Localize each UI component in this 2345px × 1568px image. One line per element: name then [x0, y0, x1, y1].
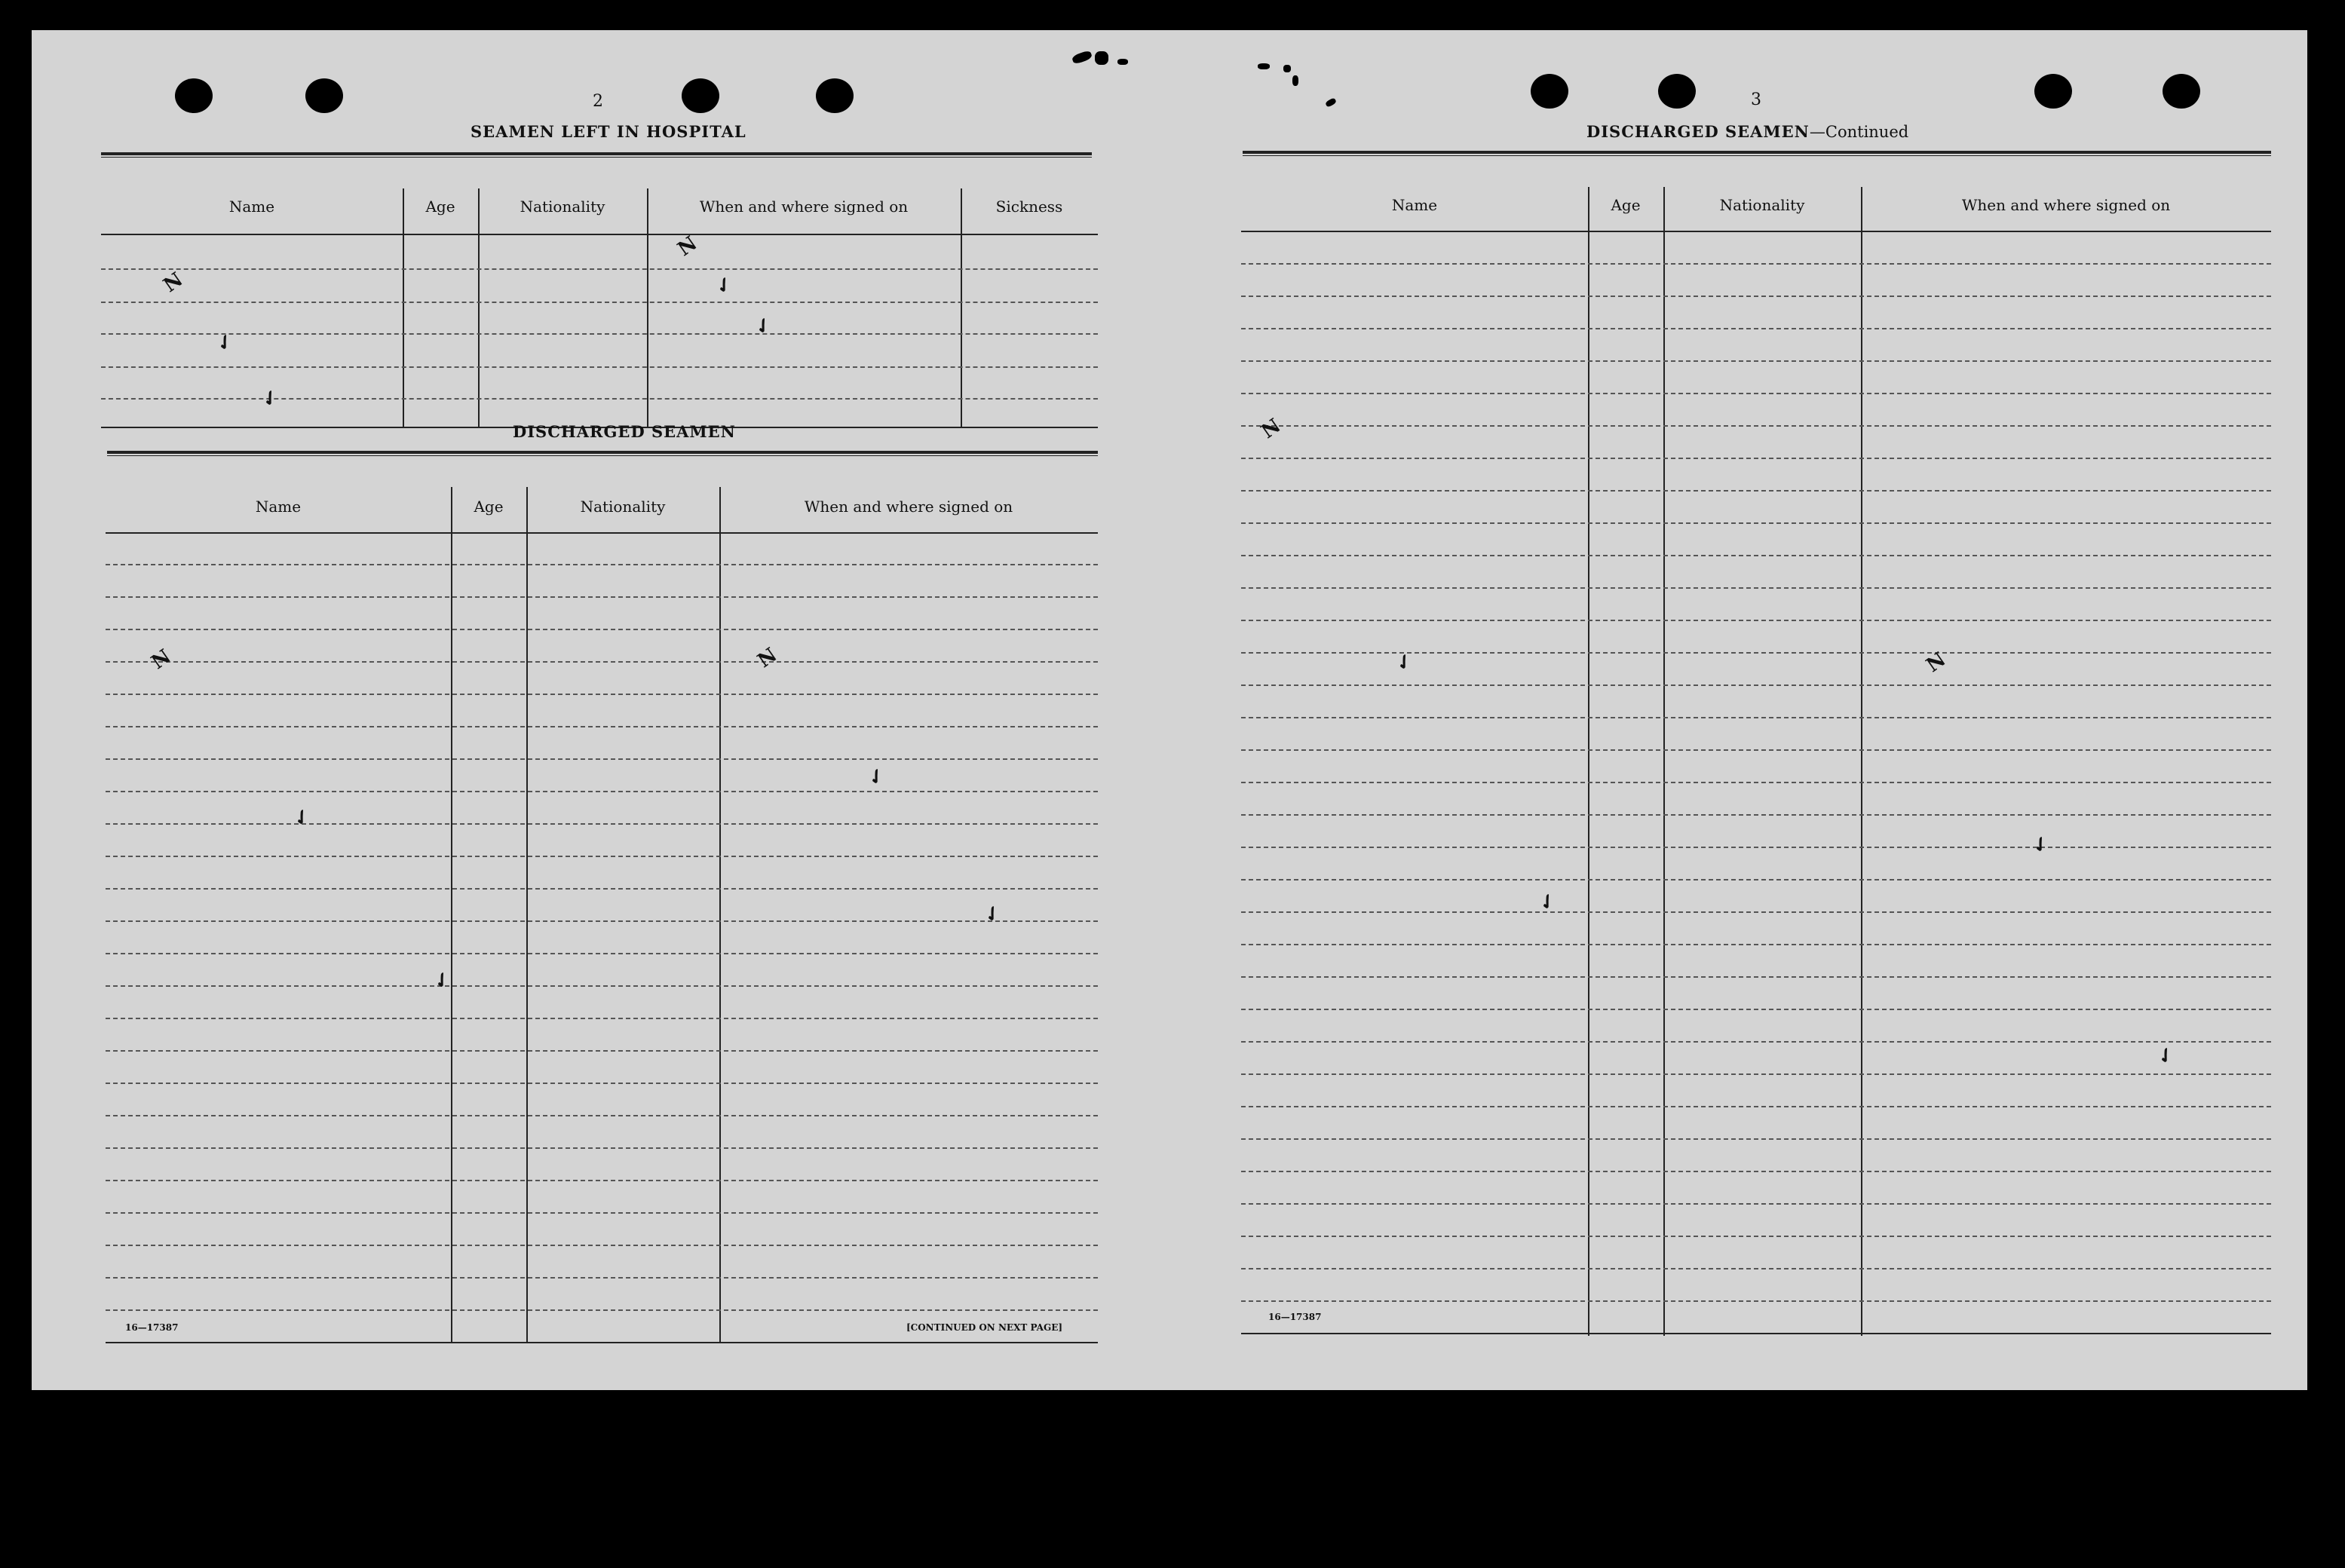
column-divider — [478, 188, 480, 428]
column-divider — [961, 188, 962, 428]
ruled-row — [1241, 620, 2271, 621]
ruled-row — [106, 1309, 1098, 1311]
ruled-row — [106, 629, 1098, 630]
ruled-row — [106, 758, 1098, 760]
ledger-sheet — [32, 30, 2307, 1390]
column-header-sickness: Sickness — [995, 198, 1063, 216]
ruled-row — [106, 1083, 1098, 1084]
discharged-section-title: DISCHARGED SEAMEN — [513, 422, 736, 441]
column-divider — [403, 188, 404, 428]
ruled-row — [1241, 1203, 2271, 1205]
ruled-row — [1241, 1106, 2271, 1107]
column-divider — [1861, 187, 1862, 1336]
ruled-row — [1241, 296, 2271, 297]
column-divider — [451, 487, 452, 1343]
form-number-left: 16—17387 — [125, 1322, 179, 1333]
ruled-row — [1241, 1171, 2271, 1172]
table-bottom-rule — [106, 1342, 1098, 1343]
ruled-row — [106, 1147, 1098, 1149]
ruled-row — [101, 302, 1098, 303]
column-divider — [526, 487, 528, 1343]
discharged-continued-title-rule — [1243, 151, 2271, 156]
column-divider — [1588, 187, 1589, 1336]
form-number-right: 16—17387 — [1268, 1312, 1322, 1322]
punch-hole — [175, 78, 213, 113]
ruled-row — [106, 985, 1098, 987]
check-mark: ✓ — [1391, 648, 1418, 677]
table-bottom-rule — [1241, 1333, 2271, 1334]
ruled-row — [1241, 263, 2271, 265]
ruled-row — [106, 694, 1098, 695]
ruled-row — [106, 1277, 1098, 1279]
ink-blot — [1292, 75, 1298, 86]
ruled-row — [1241, 717, 2271, 718]
punch-hole — [2034, 74, 2072, 109]
ruled-row — [101, 366, 1098, 368]
discharged-table-right — [1241, 157, 2271, 1336]
ruled-row — [1241, 328, 2271, 329]
punch-hole — [1531, 74, 1568, 109]
ruled-row — [1241, 1073, 2271, 1075]
ruled-row — [1241, 587, 2271, 589]
check-mark: ✓ — [2028, 831, 2055, 859]
ruled-row — [106, 920, 1098, 922]
ruled-row — [106, 726, 1098, 727]
header-underline — [106, 532, 1098, 534]
check-mark: ✓ — [711, 271, 738, 300]
check-mark: ✓ — [750, 312, 777, 341]
column-header-nationality: Nationality — [520, 198, 605, 216]
punch-hole — [305, 78, 343, 113]
n-mark: N — [673, 231, 702, 262]
ruled-row — [106, 791, 1098, 792]
ink-blot — [1117, 59, 1128, 65]
punch-hole — [816, 78, 854, 113]
ink-blot — [1258, 63, 1270, 69]
ruled-row — [106, 1115, 1098, 1116]
section-title-main: DISCHARGED SEAMEN — [1586, 122, 1810, 141]
ruled-row — [106, 1050, 1098, 1052]
check-mark: ✓ — [257, 384, 284, 413]
ruled-row — [1241, 1009, 2271, 1010]
hospital-table — [101, 158, 1098, 428]
n-mark: N — [159, 268, 188, 298]
ruled-row — [106, 596, 1098, 598]
header-underline — [1241, 231, 2271, 232]
ruled-row — [1241, 782, 2271, 783]
ruled-row — [106, 1212, 1098, 1214]
ruled-row — [1241, 976, 2271, 978]
ruled-row — [1241, 944, 2271, 945]
ruled-row — [1241, 652, 2271, 654]
continued-note: [CONTINUED ON NEXT PAGE] — [906, 1322, 1063, 1333]
ruled-row — [1241, 847, 2271, 848]
column-header-name: Name — [228, 198, 275, 216]
discharged-title-rule — [107, 451, 1098, 456]
check-mark: ✓ — [1534, 888, 1562, 917]
n-mark: N — [147, 645, 176, 675]
check-mark: ✓ — [979, 900, 1007, 929]
ink-blot — [1283, 65, 1291, 72]
n-mark: N — [1257, 414, 1286, 444]
check-mark: ✓ — [212, 329, 239, 357]
ink-blot — [1325, 97, 1337, 108]
ruled-row — [101, 268, 1098, 270]
ruled-row — [1241, 458, 2271, 459]
ruled-row — [1241, 1236, 2271, 1237]
ruled-row — [106, 888, 1098, 890]
ruled-row — [1241, 1138, 2271, 1140]
column-header-signed-on: When and where signed on — [1961, 196, 2171, 214]
column-header-signed-on: When and where signed on — [804, 498, 1013, 516]
ink-blot — [1071, 50, 1093, 65]
ruled-row — [101, 333, 1098, 335]
check-mark: ✓ — [429, 966, 456, 995]
ruled-row — [1241, 1268, 2271, 1269]
column-header-signed-on: When and where signed on — [699, 198, 909, 216]
page-number-right: 3 — [1751, 90, 1761, 109]
column-header-nationality: Nationality — [580, 498, 666, 516]
ruled-row — [106, 856, 1098, 857]
check-mark: ✓ — [863, 763, 890, 792]
ruled-row — [1241, 393, 2271, 394]
section-title-suffix: —Continued — [1809, 123, 1909, 141]
n-mark: N — [753, 643, 782, 673]
discharged-table-left — [106, 457, 1098, 1343]
ink-blot — [1095, 51, 1108, 65]
ruled-row — [1241, 522, 2271, 524]
punch-hole — [1658, 74, 1696, 109]
hospital-title-rule — [101, 152, 1092, 158]
ruled-row — [1241, 814, 2271, 816]
column-header-age: Age — [425, 198, 455, 216]
ruled-row — [106, 823, 1098, 825]
discharged-continued-title — [1586, 122, 1908, 141]
ruled-row — [1241, 1300, 2271, 1302]
column-header-nationality: Nationality — [1719, 196, 1805, 214]
ruled-row — [106, 1018, 1098, 1019]
n-mark: N — [1922, 648, 1951, 678]
ruled-row — [1241, 879, 2271, 880]
ruled-row — [1241, 749, 2271, 751]
ruled-row — [1241, 425, 2271, 427]
hospital-section-title: SEAMEN LEFT IN HOSPITAL — [471, 122, 746, 141]
ruled-row — [106, 564, 1098, 565]
ruled-row — [101, 398, 1098, 400]
punch-hole — [682, 78, 719, 113]
column-header-age: Age — [1611, 196, 1641, 214]
check-mark: ✓ — [289, 804, 316, 832]
ruled-row — [106, 953, 1098, 954]
ruled-row — [106, 1180, 1098, 1181]
ruled-row — [1241, 1041, 2271, 1043]
ruled-row — [1241, 490, 2271, 492]
punch-hole — [2163, 74, 2200, 109]
ruled-row — [1241, 360, 2271, 362]
ruled-row — [1241, 684, 2271, 686]
check-mark: ✓ — [2153, 1042, 2180, 1070]
column-header-age: Age — [474, 498, 504, 516]
column-header-name: Name — [255, 498, 302, 516]
ruled-row — [1241, 911, 2271, 913]
column-divider — [1663, 187, 1665, 1336]
page-number-left: 2 — [593, 92, 603, 111]
ruled-row — [106, 661, 1098, 663]
header-underline — [101, 234, 1098, 235]
column-divider — [719, 487, 721, 1343]
ruled-row — [106, 1245, 1098, 1246]
column-header-name: Name — [1391, 196, 1438, 214]
column-divider — [647, 188, 648, 428]
ruled-row — [1241, 555, 2271, 556]
